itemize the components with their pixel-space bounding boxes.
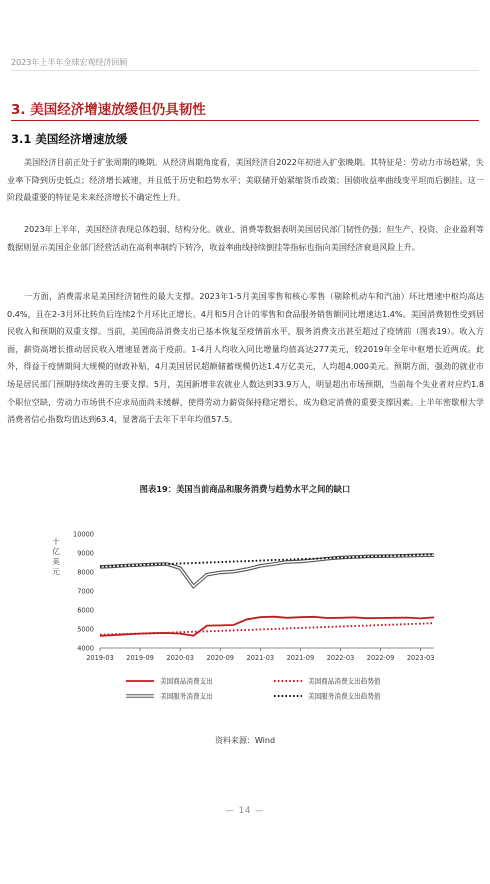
x-tick-label: 2020-03	[166, 654, 194, 662]
y-tick-label: 8000	[77, 568, 94, 577]
paragraph-2: 2023年上半年，美国经济表现总体趋弱、结构分化。就业、消费等数据表明美国居民部门韧性仍强；但生产、投资、企业盈利等数据则显示美国企业部门经营活动在高利率制约下转冷，收益率曲线持续倒挂等指标也指向美国经济衰退风险上升。	[7, 224, 484, 252]
figure-source: 资料来源：Wind	[214, 736, 276, 745]
y-axis-label-char: 美	[52, 557, 60, 566]
section-title: 3. 美国经济增速放缓但仍具韧性	[11, 102, 206, 118]
subsection-title: 3.1 美国经济增速放缓	[11, 132, 128, 146]
y-axis-label-char: 亿	[52, 547, 60, 556]
x-tick-label: 2019-03	[86, 654, 114, 662]
header-divider	[11, 70, 479, 71]
chart-series	[100, 554, 434, 636]
legend-label-2: 美国服务消费支出	[160, 692, 213, 701]
x-tick-label: 2022-03	[326, 654, 355, 662]
paragraph-3: 一方面，消费需求是美国经济韧性的最大支撑。2023年1-5月美国零售和核心零售（剔除机动车和汽油）环比增速中枢均高达0.4%，且在2-3月环比转负后连续2个月环比正增长。4月和5月合计的零售和食品服务销售额同比增速达1.4%。美国消费韧性受到居民收入和预期的双重支撑。当前，美国商品消费支出已基本恢复至疫情前水平，服务消费支出甚至超过了疫情前（图表19）。收入方面，薪资高增长推动居民收入增速显著高于疫前。1-4月人均收入同比增量均值高达277美元，较2019年全年中枢增长近两成。此外，得益于疫情期间大规模的财政补贴，4月美国居民超额储蓄规模仍达1.4万亿美元，人均超4,000美元。预期方面，强劲的就业市场是居民部门预期持续改善的主要支撑。5月，美国新增非农就业人数达到33.9万人，明显超出市场预期，当前每个失业者对应约1.8个职位空缺，劳动力市场供不应求局面尚未缓解，使得劳动力薪资保持稳定增长，成为稳定消费的重要支撑因素。上半年密歇根大学消费者信心指数均值达到63.4，显著高于去年下半年均值57.5。	[7, 291, 484, 425]
page-number: — 14 —	[225, 806, 265, 816]
y-axis-label-char: 十	[52, 537, 60, 546]
x-tick-label: 2019-09	[126, 654, 154, 662]
paragraph-1: 美国经济目前正处于扩张周期的晚期。从经济周期角度看，美国经济自2022年初进入扩张晚期。其特征是：劳动力市场趋紧，失业率下降到历史低点；经济增长减速，并且低于历史和趋势水平；美联储开始紧缩货币政策；国债收益率曲线变平坦而后倒挂。这一阶段最重要的特征是未来经济增长不确定性上升。	[7, 157, 484, 203]
figure-title: 图表19：美国当前商品和服务消费与趋势水平之间的缺口	[139, 484, 351, 494]
y-tick-label: 9000	[77, 549, 94, 558]
chart-axes	[73, 531, 434, 663]
legend-label-0: 美国商品消费支出	[160, 677, 213, 686]
x-tick-label: 2022-09	[366, 654, 395, 662]
y-tick-label: 6000	[77, 606, 94, 615]
legend-label-1: 美国商品消费支出趋势值	[308, 677, 381, 686]
y-axis-label	[52, 536, 60, 576]
series-line-2-inner	[100, 555, 434, 586]
chart-legend	[126, 677, 381, 701]
x-tick-label: 2020-09	[206, 654, 235, 662]
series-line-1	[100, 623, 434, 635]
section-divider	[11, 120, 479, 121]
y-tick-label: 4000	[77, 644, 94, 653]
consumption-gap-chart	[48, 520, 448, 720]
y-axis-label-char: 元	[52, 567, 60, 576]
y-tick-label: 10000	[73, 530, 94, 539]
x-tick-label: 2021-03	[246, 654, 275, 662]
y-tick-label: 5000	[77, 625, 94, 634]
x-tick-label: 2023-03	[406, 654, 435, 662]
y-tick-label: 7000	[77, 587, 94, 596]
running-header: 2023年上半年全球宏观经济回顾	[11, 58, 128, 67]
x-tick-label: 2021-09	[286, 654, 315, 662]
legend-label-3: 美国服务消费支出趋势值	[308, 692, 381, 701]
series-line-2	[100, 555, 434, 586]
